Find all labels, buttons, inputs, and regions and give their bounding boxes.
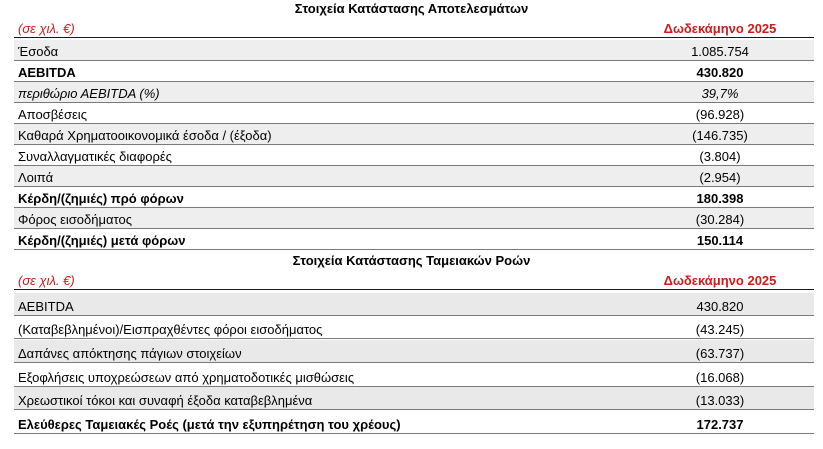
table-row	[14, 411, 814, 434]
row-value: 180.398	[696, 191, 744, 206]
table-row	[14, 229, 814, 250]
table-row	[14, 187, 814, 208]
row-value: (16.068)	[695, 370, 745, 385]
units-label: (σε χιλ. €)	[18, 273, 75, 288]
table-row	[14, 293, 814, 316]
table-row	[14, 82, 814, 103]
row-label: Συναλλαγματικές διαφορές	[18, 149, 172, 164]
table-row	[14, 124, 814, 145]
table-row	[14, 40, 814, 61]
row-value: (63.737)	[695, 346, 745, 361]
row-value: (2.954)	[699, 170, 741, 185]
table-row	[14, 145, 814, 166]
row-label: Χρεωστικοί τόκοι και συναφή έξοδα καταβεβλημένα	[18, 393, 313, 408]
table-row	[14, 166, 814, 187]
row-label: Εξοφλήσεις υποχρεώσεων από χρηματοδοτικές μισθώσεις	[18, 370, 355, 385]
row-label: Ελεύθερες Ταμειακές Ροές (μετά την εξυπηρέτηση του χρέους)	[18, 417, 401, 432]
row-value: 1.085.754	[691, 44, 749, 59]
row-label: Φόρος εισοδήματος	[18, 212, 132, 227]
table-row	[14, 340, 814, 363]
row-label: ΑΕΒΙΤDΑ	[18, 299, 74, 314]
row-label: (Καταβεβλημένοι)/Εισπραχθέντες φόροι εισοδήματος	[18, 322, 323, 337]
row-value: 150.114	[696, 233, 744, 248]
units-label: (σε χιλ. €)	[18, 21, 75, 36]
income-statement-title: Στοιχεία Κατάστασης Αποτελεσμάτων	[294, 1, 529, 16]
row-value: 430.820	[696, 299, 744, 314]
row-value: (43.245)	[695, 322, 745, 337]
row-value: (96.928)	[695, 107, 745, 122]
row-label: περιθώριο ΑΕΒΙΤDΑ (%)	[18, 86, 160, 101]
row-value: 39,7%	[701, 86, 739, 101]
table-row	[14, 387, 814, 410]
row-value: (13.033)	[695, 393, 745, 408]
table-row	[14, 61, 814, 82]
cash-flow-title: Στοιχεία Κατάστασης Ταμειακών Ροών	[292, 253, 531, 268]
row-value: (30.284)	[695, 212, 745, 227]
table-row	[14, 364, 814, 387]
row-label: Έσοδα	[18, 44, 59, 59]
row-label: Κέρδη/(ζημιές) μετά φόρων	[18, 233, 186, 248]
period-label: Δωδεκάμηνο 2025	[663, 21, 777, 36]
row-label: Αποσβέσεις	[18, 107, 87, 122]
table-row	[14, 208, 814, 229]
row-value: (3.804)	[699, 149, 741, 164]
table-row	[14, 316, 814, 339]
income-statement-header	[14, 21, 814, 38]
row-label: Καθαρά Χρηματοοικονομικά έσοδα / (έξοδα)	[18, 128, 272, 143]
row-value: (146.735)	[692, 128, 748, 143]
row-value: 430.820	[696, 65, 744, 80]
row-value: 172.737	[696, 417, 744, 432]
row-label: ΑΕΒΙΤDΑ	[18, 65, 76, 80]
cash-flow-header	[14, 273, 814, 290]
row-label: Κέρδη/(ζημιές) πρό φόρων	[18, 191, 184, 206]
period-label: Δωδεκάμηνο 2025	[663, 273, 777, 288]
row-label: Δαπάνες απόκτησης πάγιων στοιχείων	[18, 346, 242, 361]
row-label: Λοιπά	[18, 170, 54, 185]
table-row	[14, 103, 814, 124]
